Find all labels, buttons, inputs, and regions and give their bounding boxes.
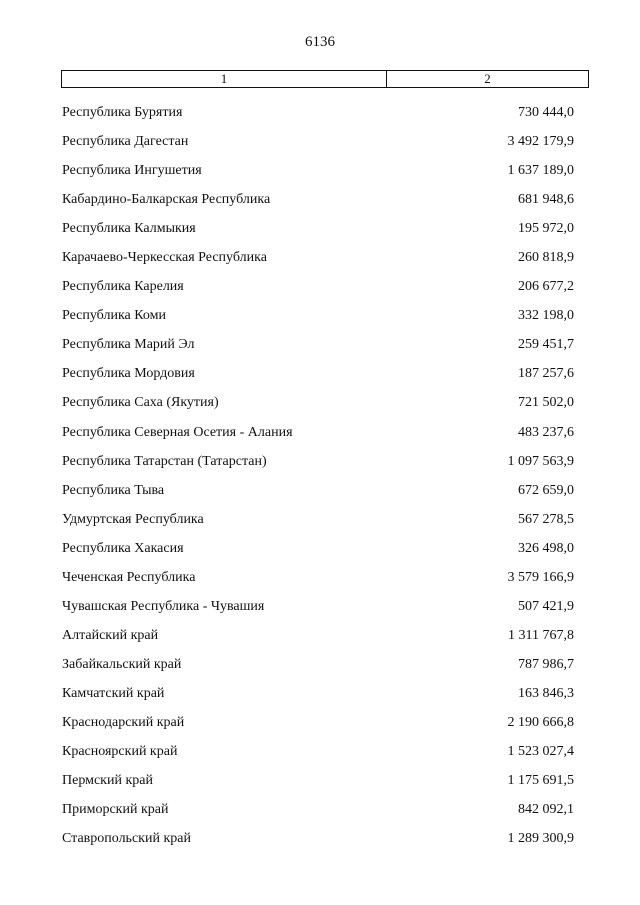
region-name: Камчатский край [62, 685, 165, 701]
region-value: 1 311 767,8 [508, 627, 574, 643]
table-row [62, 131, 574, 160]
region-name: Республика Ингушетия [62, 163, 202, 179]
table-row [62, 305, 574, 334]
region-value: 332 198,0 [518, 308, 574, 324]
region-name: Республика Марий Эл [62, 337, 195, 353]
column-header-2: 2 [484, 71, 491, 86]
table-row [62, 363, 574, 392]
region-value: 507 421,9 [518, 598, 574, 614]
region-name: Краснодарский край [62, 714, 185, 730]
table-row [62, 654, 574, 683]
table-row [62, 741, 574, 770]
region-value: 842 092,1 [518, 802, 574, 818]
region-name: Удмуртская Республика [62, 511, 204, 527]
region-value: 1 637 189,0 [507, 163, 574, 179]
region-value: 1 289 300,9 [507, 831, 574, 847]
table-row [62, 480, 574, 509]
region-value: 195 972,0 [518, 221, 574, 237]
table-row [62, 799, 574, 828]
table-row [62, 189, 574, 218]
region-name: Республика Татарстан (Татарстан) [62, 453, 267, 469]
region-name: Ставропольский край [62, 831, 191, 847]
table-row [62, 102, 574, 131]
region-name: Республика Хакасия [62, 540, 184, 556]
region-name: Алтайский край [62, 627, 159, 643]
region-value: 681 948,6 [518, 192, 574, 208]
region-name: Республика Северная Осетия - Алания [62, 424, 293, 440]
region-name: Республика Калмыкия [62, 221, 196, 237]
table-row [62, 422, 574, 451]
column-header-1: 1 [62, 71, 387, 87]
region-value: 260 818,9 [518, 250, 574, 266]
region-value: 567 278,5 [518, 511, 574, 527]
region-name: Республика Дагестан [62, 134, 189, 150]
region-value: 672 659,0 [518, 482, 574, 498]
table-row [62, 218, 574, 247]
region-value: 721 502,0 [518, 395, 574, 411]
table-row [62, 828, 574, 857]
page-number: 6136 [305, 34, 335, 50]
region-value: 187 257,6 [518, 366, 574, 382]
region-value: 2 190 666,8 [507, 714, 574, 730]
region-value: 326 498,0 [518, 540, 574, 556]
table-row [62, 770, 574, 799]
table-row [62, 509, 574, 538]
table-body [62, 102, 574, 857]
region-value: 483 237,6 [518, 424, 574, 440]
region-name: Красноярский край [62, 744, 178, 760]
table-row [62, 334, 574, 363]
table-row [62, 712, 574, 741]
region-name: Забайкальский край [62, 656, 182, 672]
region-value: 1 523 027,4 [507, 744, 574, 760]
table-row [62, 625, 574, 654]
table-row [62, 392, 574, 421]
region-name: Республика Бурятия [62, 105, 183, 120]
table-row [62, 276, 574, 305]
table-row [62, 160, 574, 189]
table-row [62, 683, 574, 712]
region-value: 787 986,7 [518, 656, 574, 672]
region-name: Республика Тыва [62, 482, 165, 498]
region-value: 163 846,3 [518, 685, 574, 701]
region-value: 206 677,2 [518, 279, 574, 295]
region-value: 259 451,7 [518, 337, 574, 353]
table-header [61, 70, 589, 88]
table-row [62, 247, 574, 276]
region-name: Кабардино-Балкарская Республика [62, 192, 271, 208]
region-name: Республика Карелия [62, 279, 184, 295]
region-value: 3 579 166,9 [507, 569, 574, 585]
region-value: 730 444,0 [518, 105, 574, 120]
region-name: Пермский край [62, 773, 153, 789]
region-value: 1 097 563,9 [507, 453, 574, 469]
region-name: Карачаево-Черкесская Республика [62, 250, 267, 266]
region-name: Чувашская Республика - Чувашия [62, 598, 265, 614]
region-name: Республика Мордовия [62, 366, 195, 382]
table-row [62, 596, 574, 625]
region-name: Республика Саха (Якутия) [62, 395, 219, 411]
table-row [62, 538, 574, 567]
region-name: Республика Коми [62, 308, 166, 324]
region-value: 3 492 179,9 [507, 134, 574, 150]
table-row [62, 567, 574, 596]
region-value: 1 175 691,5 [507, 773, 574, 789]
region-name: Чеченская Республика [62, 569, 196, 585]
table-row [62, 451, 574, 480]
region-name: Приморский край [62, 802, 169, 818]
